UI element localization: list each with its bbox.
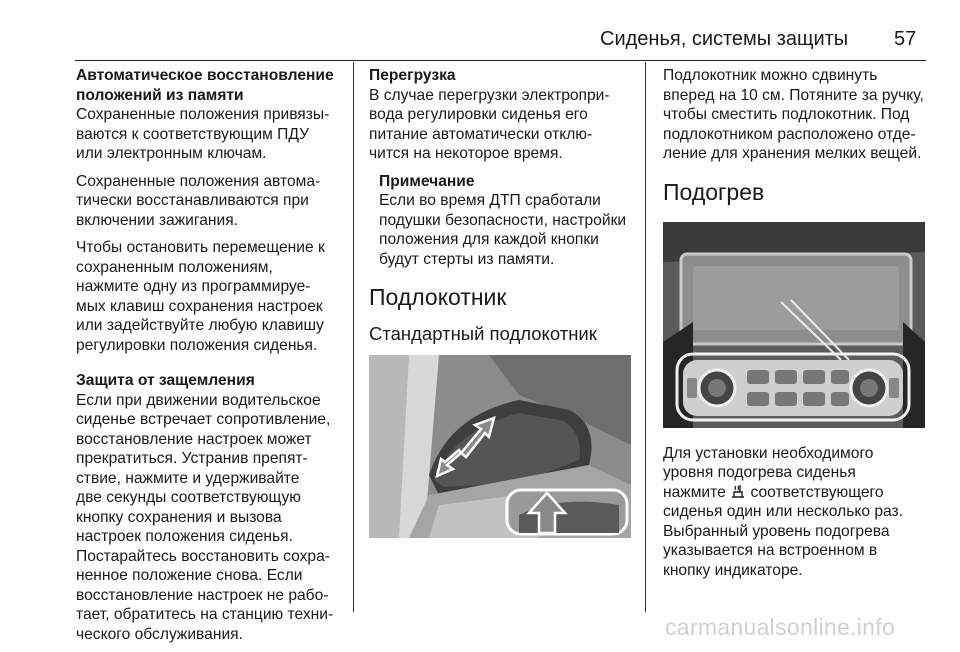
line: или задействуйте любую клавишу (76, 317, 324, 334)
line: Выбранный уровень подогрева (663, 522, 890, 540)
header-title: Сиденья, системы защиты (600, 28, 849, 50)
line: Постарайтесь восстановить сохра- (76, 547, 330, 565)
heading-armrest: Подлокотник (369, 284, 507, 310)
line: подлокотником расположено отде- (663, 125, 916, 143)
armrest-illustration (369, 355, 631, 538)
line: включении зажигания. (76, 211, 238, 229)
line: будут стерты из памяти. (379, 250, 555, 268)
line: сиденье встречает сопротивление, (76, 411, 331, 428)
page-header (0, 0, 960, 60)
line: ческого обслуживания. (76, 625, 243, 643)
line: тает, обратитесь на станцию техни- (76, 606, 334, 623)
heading-heating: Подогрев (663, 178, 765, 205)
line: ненное положение снова. Если (76, 567, 303, 584)
line: В случае перегрузки электропри- (369, 86, 610, 104)
line: вода регулировки сиденья его (369, 106, 588, 123)
paragraph (76, 172, 348, 231)
line: настроек положения сиденья. (76, 528, 293, 545)
line: нажмите одну из программируе- (76, 278, 311, 295)
line: ваются к соответствующим ПДУ (76, 125, 309, 143)
paragraph (76, 391, 348, 645)
line: чтобы сместить подлокотник. Под (663, 106, 910, 123)
line: уровня подогрева сиденья (663, 464, 856, 481)
line: прекратиться. Устранив препят- (76, 450, 308, 467)
line: Сохраненные положения привязы- (76, 106, 330, 123)
line: восстановление настроек не рабо- (76, 586, 329, 604)
line: кнопку индикаторе. (663, 561, 803, 579)
line: Если при движении водительское (76, 391, 321, 409)
note-title: Примечание (379, 172, 475, 190)
line: соответствующего (750, 483, 884, 501)
seat-heat-icon (730, 483, 746, 499)
column-3 (663, 66, 938, 588)
line: Для установки необходимого (663, 444, 874, 462)
right-temperature-knob (851, 370, 887, 406)
column-2 (369, 66, 641, 538)
line: сохраненным положениям, (76, 258, 273, 276)
paragraph (663, 444, 938, 581)
line: регулировки положения сиденья. (76, 336, 318, 354)
line: положения для каждой кнопки (379, 231, 599, 248)
line: указывается на встроенном в (663, 542, 878, 559)
column-1 (76, 66, 348, 652)
line: мых клавиш сохранения настроек (76, 297, 323, 315)
line: Если во время ДТП сработали (379, 192, 601, 209)
paragraph (369, 86, 641, 164)
watermark: carmanualsonline.info (665, 614, 896, 640)
column-divider-2 (645, 62, 646, 612)
heading-standard-armrest: Стандартный подлокотник (369, 323, 597, 344)
paragraph (76, 238, 348, 355)
line: или электронным ключам. (76, 145, 267, 162)
line: кнопку сохранения и вызова (76, 508, 282, 526)
heading-memory-recall (76, 66, 348, 105)
line: ление для хранения мелких вещей. (663, 145, 922, 162)
line: тически восстанавливаются при (76, 192, 309, 209)
line: две секунды соответствующую (76, 489, 301, 506)
line: Автоматическое восстановление (76, 67, 334, 84)
line: положений из памяти (76, 86, 244, 104)
line: ствие, нажмите и удерживайте (76, 469, 300, 487)
header-rule (75, 60, 926, 61)
line: чится на некоторое время. (369, 145, 563, 162)
page-number: 57 (894, 28, 917, 50)
line: вперед на 10 см. Потяните за ручку, (663, 86, 924, 104)
line: Сохраненные положения автома- (76, 172, 321, 190)
line: нажмите (663, 483, 726, 501)
line: сиденья один или несколько раз. (663, 503, 904, 520)
climate-panel-illustration (663, 222, 925, 428)
column-divider-1 (353, 62, 354, 612)
line: восстановление настроек может (76, 430, 312, 448)
paragraph (663, 66, 938, 164)
line: Подлокотник можно сдвинуть (663, 67, 878, 84)
note-block (379, 172, 641, 270)
line: подушки безопасности, настройки (379, 211, 627, 229)
heading-overload: Перегрузка (369, 67, 456, 84)
paragraph (76, 105, 348, 164)
heading-pinch-protection: Защита от защемления (76, 372, 255, 389)
left-temperature-knob (699, 370, 735, 406)
line: Чтобы остановить перемещение к (76, 239, 325, 256)
line: питание автоматически отклю- (369, 125, 593, 143)
